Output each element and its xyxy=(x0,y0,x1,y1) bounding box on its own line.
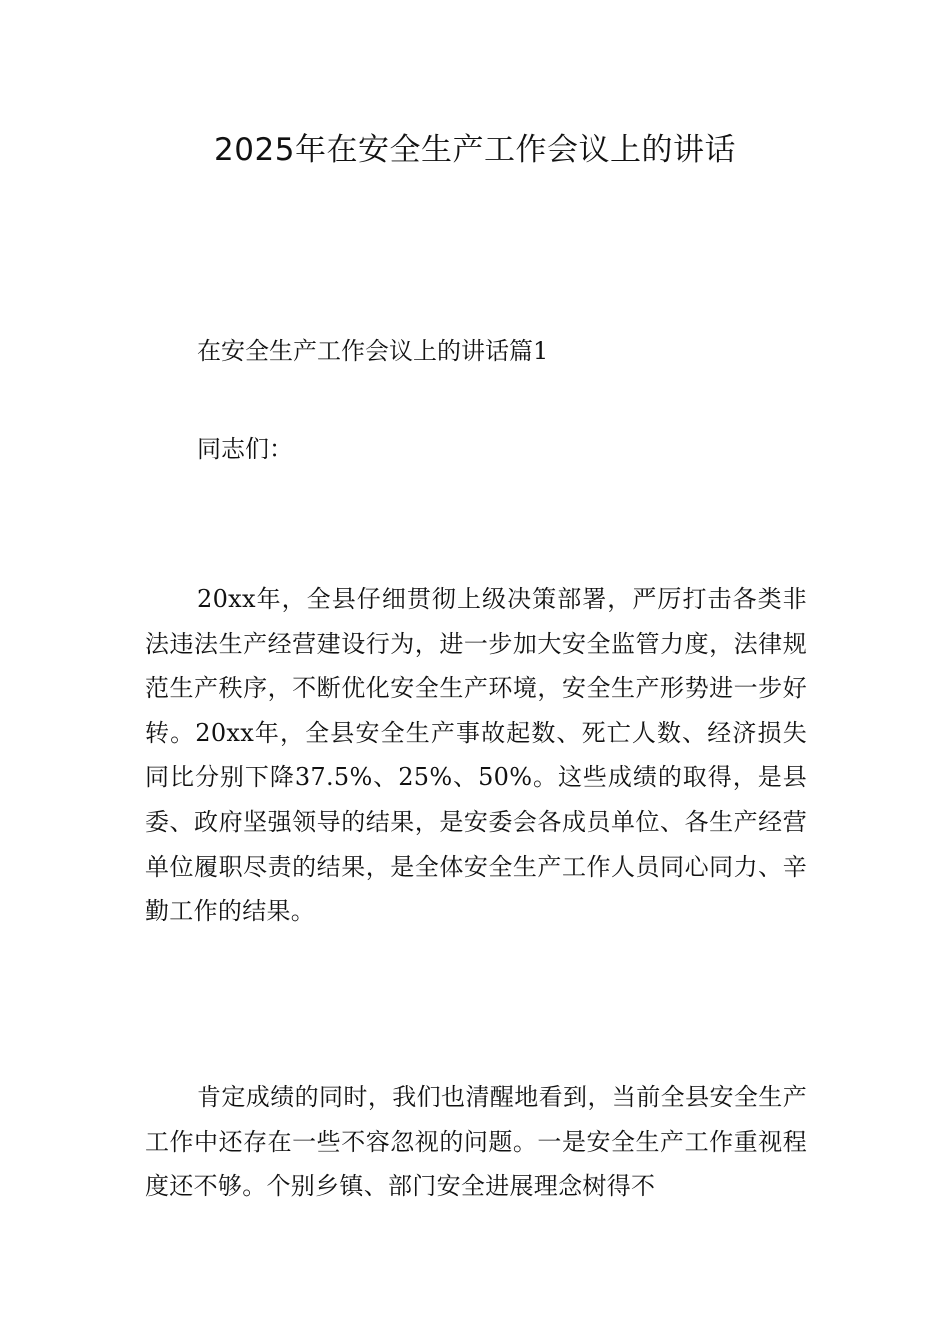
section-heading: 在安全生产工作会议上的讲话篇1 xyxy=(197,337,549,365)
salutation: 同志们： xyxy=(197,435,293,463)
document-title: 2025年在安全生产工作会议上的讲话 xyxy=(214,132,736,168)
body-paragraph-1: 20xx年，全县仔细贯彻上级决策部署，严厉打击各类非法违法生产经营建设行为，进一步加大安全监管力度，法律规范生产秩序，不断优化安全生产环境，安全生产形势进一步好转。20xx年，全县安全生产事故起数、死亡人数、经济损失同比分别下降37.5%、25%、50%。这些成绩的取得，是县委、政府坚强领导的结果，是安委会各成员单位、各生产经营单位履职尽责的结果，是全体安全生产工作人员同心同力、辛勤工作的结果。 xyxy=(145,585,807,926)
body-paragraph-2: 肯定成绩的同时，我们也清醒地看到，当前全县安全生产工作中还存在一些不容忽视的问题。一是安全生产工作重视程度还不够。个别乡镇、部门安全进展理念树得不 xyxy=(145,1083,807,1201)
